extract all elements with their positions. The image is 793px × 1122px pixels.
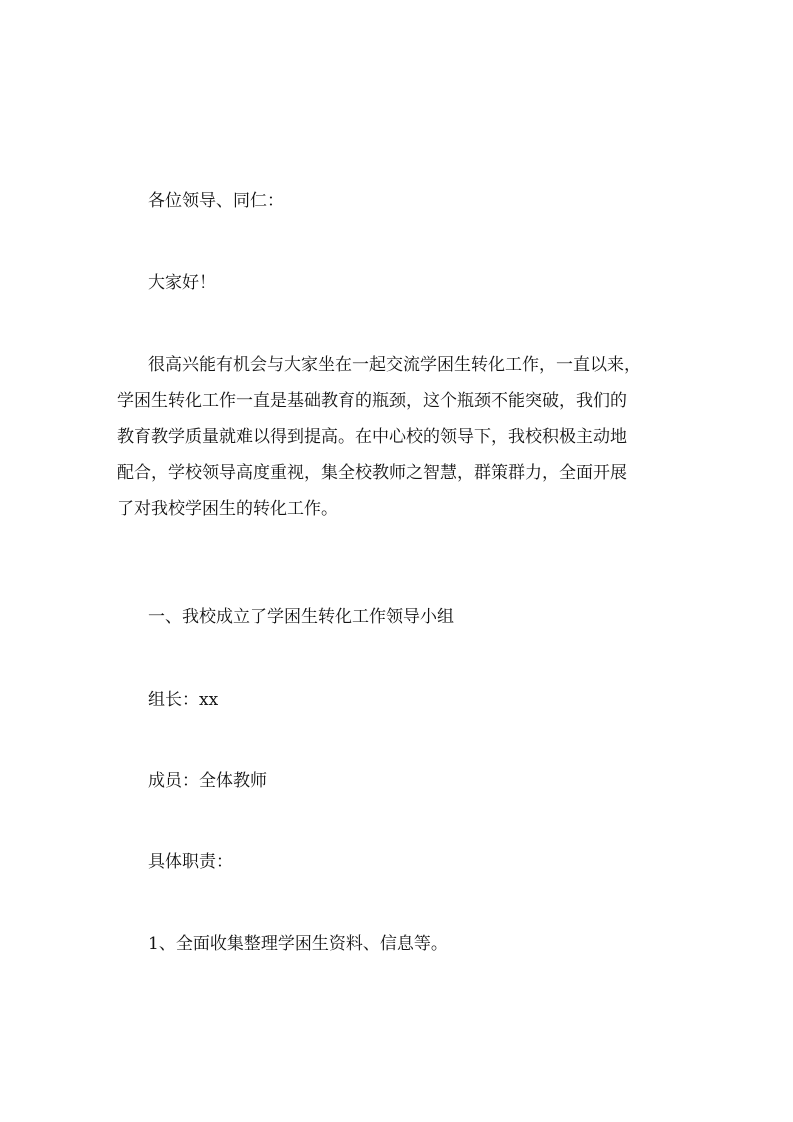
paragraph-line: 很高兴能有机会与大家坐在一起交流学困生转化工作，一直以来， xyxy=(148,355,641,375)
greeting: 大家好！ xyxy=(148,273,216,293)
paragraph-line: 配合，学校领导高度重视，集全校教师之智慧，群策群力，全面开展 xyxy=(117,463,627,483)
salutation: 各位领导、同仁： xyxy=(148,191,284,211)
paragraph-line: 学困生转化工作一直是基础教育的瓶颈，这个瓶颈不能突破，我们的 xyxy=(117,391,627,411)
group-leader: 组长：xx xyxy=(148,690,219,710)
paragraph-line: 教育教学质量就难以得到提高。在中心校的领导下，我校积极主动地 xyxy=(117,427,627,447)
section-heading: 一、我校成立了学困生转化工作领导小组 xyxy=(148,607,454,627)
intro-paragraph xyxy=(117,347,679,527)
duties-heading: 具体职责： xyxy=(148,852,233,872)
group-members: 成员：全体教师 xyxy=(148,771,267,791)
paragraph-line: 了对我校学困生的转化工作。 xyxy=(117,499,338,519)
duty-item-1: 1、全面收集整理学困生资料、信息等。 xyxy=(148,934,448,954)
